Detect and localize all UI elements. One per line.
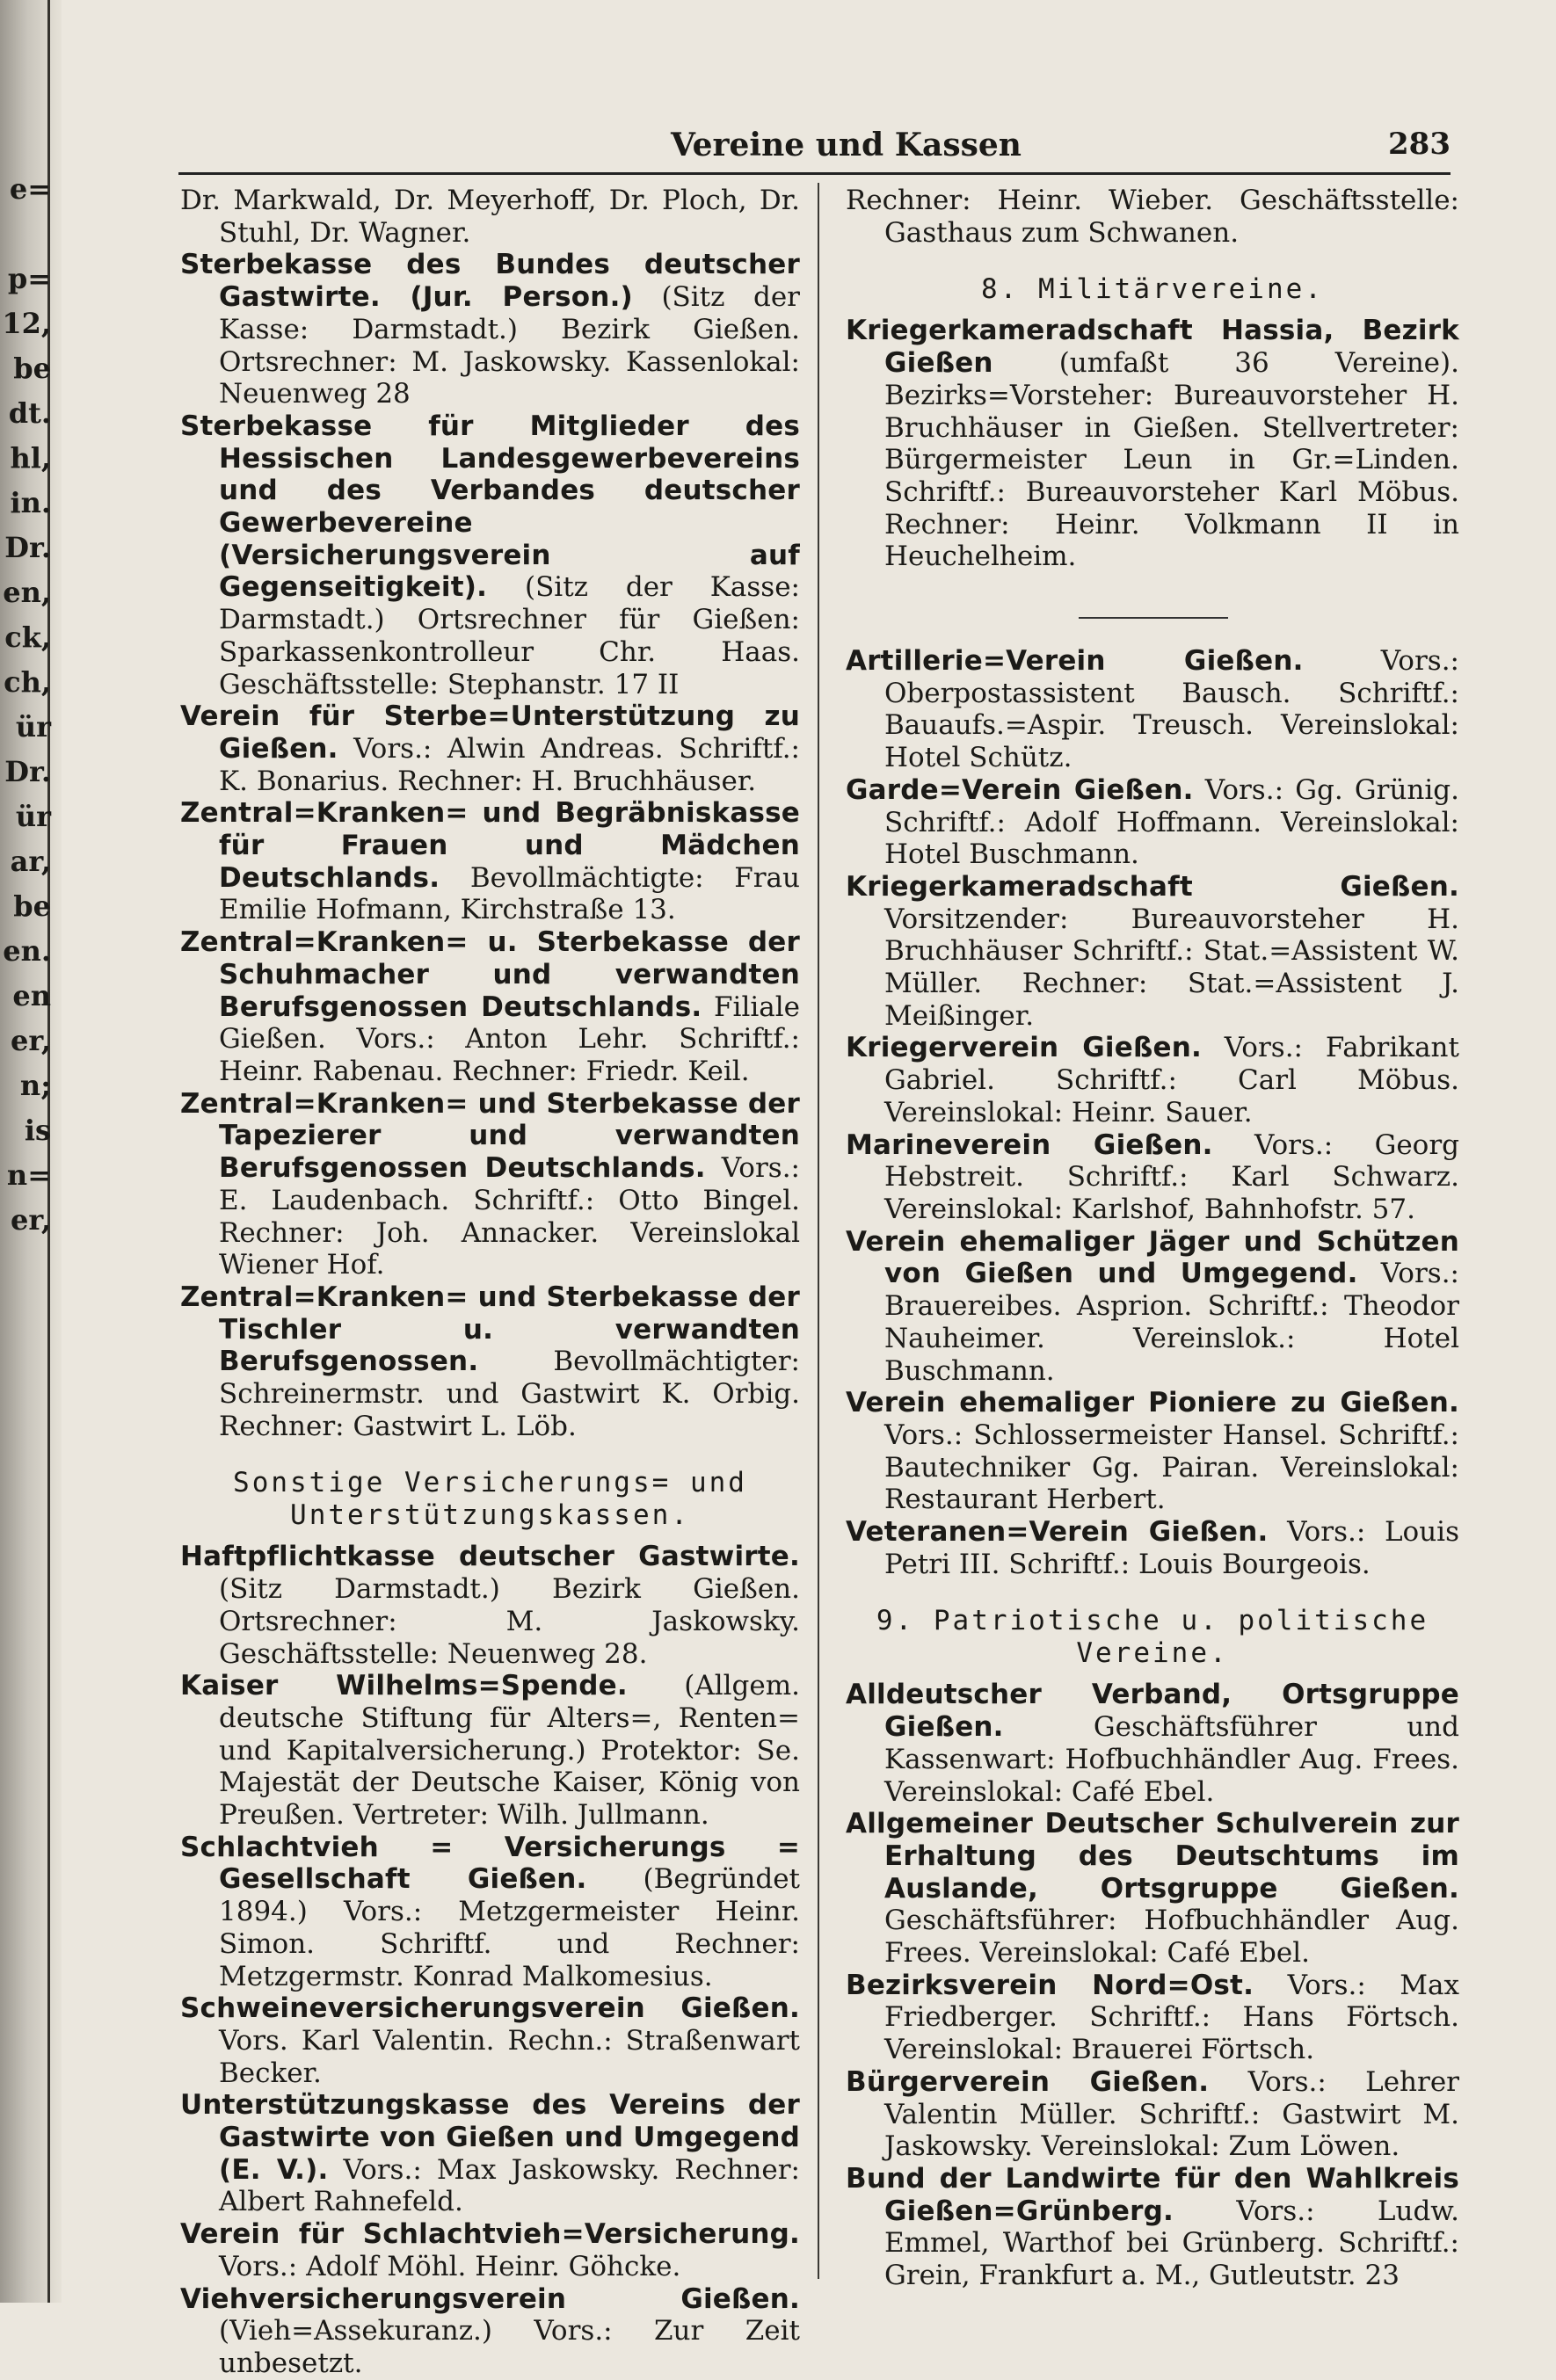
previous-page-fragment: ck, [4,620,51,654]
entry-name: Kriegerkameradschaft Gießen. [846,870,1459,903]
entry-name: Schlachtvieh = Versicherungs = Gesellschaft Gießen. [180,1831,800,1896]
left-entries [180,185,800,1442]
previous-page-fragment: 12, [2,307,51,340]
previous-page-fragments [0,167,55,1243]
entry-name: Sterbekasse für Mitglieder des Hessischen Landesgewerbevereins und des Verbandes deutscher Gewerbevereine (Versicherungsverein auf Gegenseitigkeit). [180,410,800,604]
entry-details: Vors.: Ludw. Emmel, Warthof bei Grünberg. Schriftf.: Grein, Frankfurt a. M., Gutleutstr. 23 [884,2195,1459,2292]
directory-entry [180,2218,800,2282]
entry-name: Zentral=Kranken= u. Sterbekasse der Schuhmacher und verwandten Berufsgenossen Deutschlands. [180,926,800,1023]
directory-entry [180,1670,800,1832]
entry-name: Bund der Landwirte für den Wahlkreis Gießen=Grünberg. [846,2162,1459,2227]
entry-details: Dr. Markwald, Dr. Meyerhoff, Dr. Ploch, Dr. Stuhl, Dr. Wagner. [180,185,800,249]
entry-details: (Vieh=Assekuranz.) Vors.: Zur Zeit unbesetzt. [219,2315,800,2379]
page-header [178,127,1451,171]
left-entries-2 [180,1541,800,2379]
previous-page-fragment: e= [9,172,51,206]
section-heading-military: 8. Militärvereine. [981,273,1324,306]
previous-page-fragment: p= [7,262,51,295]
directory-entry [846,1970,1459,2066]
entry-name: Bürgerverein Gießen. [846,2065,1210,2098]
entry-details: (umfaßt 36 Vereine). Bezirks=Vorsteher: Bureauvorsteher H. Bruchhäuser in Gießen. Stellvertreter: Bürgermeister Leun in Gr.=Linden. Schriftf.: Bureauvorsteher Karl Möbus. Rechner: Heinr. Volkmann II in Heuchelheim. [884,347,1459,573]
entry-details: Vors.: Fabrikant Gabriel. Schriftf.: Carl Möbus. Vereinslokal: Heinr. Sauer. [884,1032,1459,1128]
directory-entry [846,315,1459,573]
previous-page-fragment: dt. [8,396,51,430]
directory-entry [846,774,1459,871]
directory-entry [846,871,1459,1033]
header-rule [178,172,1451,175]
entry-details: Vors.: Schlossermeister Hansel. Schriftf.: Bautechniker Gg. Pairan. Vereinslokal: Restaurant Herbert. [884,1419,1459,1516]
previous-page-fragment: Dr. [4,755,51,788]
entry-name: Haftpflichtkasse deutscher Gastwirte. [180,1541,800,1573]
right-column [846,185,1459,2292]
entry-details: Bevollmächtigte: Frau Emilie Hofmann, Kirchstraße 13. [219,861,801,926]
entry-name: Sterbekasse des Bundes deutscher Gastwirte. (Jur. Person.) [180,249,800,314]
entry-name: Zentral=Kranken= und Begräbniskasse für Frauen und Mädchen Deutschlands. [180,797,800,894]
previous-page-fragment: n; [19,1069,51,1102]
entry-details: Vors.: Georg Hebstreit. Schriftf.: Karl Schwarz. Vereinslokal: Karlshof, Bahnhofstr. 57. [884,1128,1460,1225]
entry-details: Vors.: Louis Petri III. Schriftf.: Louis Bourgeois. [884,1516,1459,1580]
previous-page-fragment: en [12,979,51,1012]
military-entries [846,315,1459,573]
previous-page-fragment: ar, [10,845,51,878]
entry-name: Marineverein Gießen. [846,1128,1213,1161]
previous-page-fragment: en, [3,576,51,609]
entry-name: Garde=Verein Gießen. [846,773,1194,806]
entry-name: Veteranen=Verein Gießen. [846,1516,1269,1549]
entry-details: (Allgem. deutsche Stiftung für Alters=, Renten= und Kapitalversicherung.) Protektor: Se. Majestät der Deutsche Kaiser, König von Preußen. Vertreter: Wilh. Jullmann. [219,1670,800,1832]
entry-details: Filiale Gießen. Vors.: Anton Lehr. Schriftf.: Heinr. Rabenau. Rechner: Friedr. Keil. [219,990,801,1087]
previous-page-fragment: er, [10,1024,51,1057]
entry-details: Bevollmächtigter: Schreinermstr. und Gastwirt K. Orbig. Rechner: Gastwirt L. Löb. [219,1346,800,1442]
directory-entry [180,185,800,249]
entry-name: Bezirksverein Nord=Ost. [846,1969,1254,2001]
directory-entry [846,1032,1459,1128]
entry-name: Kriegerverein Gießen. [846,1032,1202,1064]
directory-entry [846,2163,1459,2292]
right-top-entries [846,185,1459,249]
entry-details: Geschäftsführer: Hofbuchhändler Aug. Frees. Vereinslokal: Café Ebel. [884,1905,1459,1970]
entry-details: Vors.: Gg. Grünig. Schriftf.: Adolf Hoffmann. Vereinslokal: Hotel Buschmann. [884,773,1459,871]
directory-entry [846,1516,1459,1580]
entry-name: Zentral=Kranken= und Sterbekasse der Tischler u. verwandten Berufsgenossen. [180,1281,800,1378]
previous-page-fragment: be [13,889,51,923]
previous-page-fragment: in. [10,486,51,519]
directory-entry [846,1226,1459,1388]
entry-details: Vors.: Lehrer Valentin Müller. Schriftf.: Gastwirt M. Jaskowsky. Vereinslokal: Zum Löwen. [884,2065,1459,2163]
entry-details: Vors.: Alwin Andreas. Schriftf.: K. Bonarius. Rechner: H. Bruchhäuser. [219,732,800,797]
entry-details: Vors.: Max Friedberger. Schriftf.: Hans Förtsch. Vereinslokal: Brauerei Förtsch. [884,1969,1459,2066]
entry-details: (Sitz der Kasse: Darmstadt.) Bezirk Gießen. Ortsrechner: M. Jaskowsky. Kassenlokal: Neuenweg 28 [219,281,800,410]
directory-entry [180,2283,800,2380]
entry-details: Vors.: Adolf Möhl. Heinr. Göhcke. [219,2250,681,2282]
directory-entry [846,185,1459,249]
directory-entry [846,645,1459,774]
directory-entry [180,1088,800,1281]
section-heading-insurance: Sonstige Versicherungs= und Unterstützungskassen. [233,1467,747,1532]
previous-page-fragment: ür [15,710,51,744]
page-number: 283 [1388,127,1451,162]
previous-page-fragment [0,212,55,257]
entry-name: Viehversicherungsverein Gießen. [180,2282,800,2315]
entry-details: Geschäftsführer und Kassenwart: Hofbuchhändler Aug. Frees. Vereinslokal: Café Ebel. [884,1711,1459,1808]
left-column [180,185,800,2380]
entry-details: Rechner: Heinr. Wieber. Geschäftsstelle: Gasthaus zum Schwanen. [846,185,1459,249]
directory-entry [180,1992,800,2089]
directory-entry [180,1281,800,1443]
entry-name: Unterstützungskasse des Vereins der Gastwirte von Gießen und Umgegend (E. V.). [180,2089,800,2186]
directory-entry [180,797,800,926]
directory-entry [846,2066,1459,2163]
previous-page-fragment: ür [15,800,51,833]
entry-details: (Begründet 1894.) Vors.: Metzgermeister Heinr. Simon. Schriftf. und Rechner: Metzgermstr. Konrad Malkomesius. [219,1863,801,1992]
directory-entry [846,1387,1459,1516]
section-heading-political: 9. Patriotische u. politische Vereine. [876,1605,1429,1670]
entry-name: Verein für Sterbe=Unterstützung zu Gießen. [180,700,800,765]
entry-name: Artillerie=Verein Gießen. [846,645,1304,678]
entry-details: Vors.: Max Jaskowsky. Rechner: Albert Rahnefeld. [219,2153,801,2218]
entry-name: Kaiser Wilhelms=Spende. [180,1670,628,1702]
directory-entry [180,926,800,1088]
directory-entry [846,1808,1459,1970]
entry-name: Verein ehemaliger Pioniere zu Gießen. [846,1387,1459,1419]
directory-entry [180,249,800,410]
previous-page-fragment: en. [3,934,51,968]
entry-details: (Sitz der Kasse: Darmstadt.) Ortsrechner für Gießen: Sparkassenkontrolleur Chr. Haas. Geschäftsstelle: Stephanstr. 17 II [219,571,800,700]
entry-details: Vors.: E. Laudenbach. Schriftf.: Otto Bingel. Rechner: Joh. Annacker. Vereinslokal Wiener Hof. [219,1152,800,1281]
previous-page-fragment: n= [6,1158,51,1192]
directory-entry [180,700,800,797]
entry-name: Allgemeiner Deutscher Schulverein zur Erhaltung des Deutschtums im Auslande, Ortsgruppe Gießen. [846,1808,1459,1905]
entry-name: Schweineversicherungsverein Gießen. [180,1992,800,2025]
previous-page-fragment: Dr. [4,531,51,564]
directory-entry [180,1832,800,1993]
military-entries-2 [846,645,1459,1580]
political-entries [846,1679,1459,2291]
entry-details: (Sitz Darmstadt.) Bezirk Gießen. Ortsrechner: M. Jaskowsky. Geschäftsstelle: Neuenweg 28. [219,1573,800,1670]
directory-entry [180,2089,800,2218]
previous-page-fragment: er, [10,1203,51,1237]
running-title: Vereine und Kassen [671,127,1022,163]
previous-page-fragment: be [13,352,51,385]
previous-page-fragment: hl, [10,441,51,475]
directory-entry [846,1679,1459,1808]
entry-details: Vors. Karl Valentin. Rechn.: Straßenwart Becker. [219,2024,800,2089]
entry-name: Alldeutscher Verband, Ortsgruppe Gießen. [846,1679,1459,1744]
entry-name: Verein ehemaliger Jäger und Schützen von Gießen und Umgegend. [846,1225,1459,1290]
directory-entry [180,410,800,700]
entry-details: Vors.: Brauereibes. Asprion. Schriftf.: Theodor Nauheimer. Vereinslok.: Hotel Buschmann. [884,1258,1459,1387]
entry-name: Verein für Schlachtvieh=Versicherung. [180,2218,800,2251]
previous-page-fragment: is [24,1114,51,1147]
column-divider [818,183,819,2279]
section-rule [1079,617,1228,619]
previous-page-fragment: ch, [4,665,51,699]
entry-name: Zentral=Kranken= und Sterbekasse der Tapezierer und verwandten Berufsgenossen Deutschlands. [180,1087,800,1185]
entry-details: Vors.: Oberpostassistent Bausch. Schriftf.: Bauaufs.=Aspir. Treusch. Vereinslokal: Hotel Schütz. [884,645,1459,774]
entry-details: Vorsitzender: Bureauvorsteher H. Bruchhäuser Schriftf.: Stat.=Assistent W. Müller. Rechner: Stat.=Assistent J. Meißinger. [884,903,1459,1032]
directory-entry [180,1541,800,1670]
entry-name: Kriegerkameradschaft Hassia, Bezirk Gießen [846,315,1459,380]
directory-entry [846,1129,1459,1226]
